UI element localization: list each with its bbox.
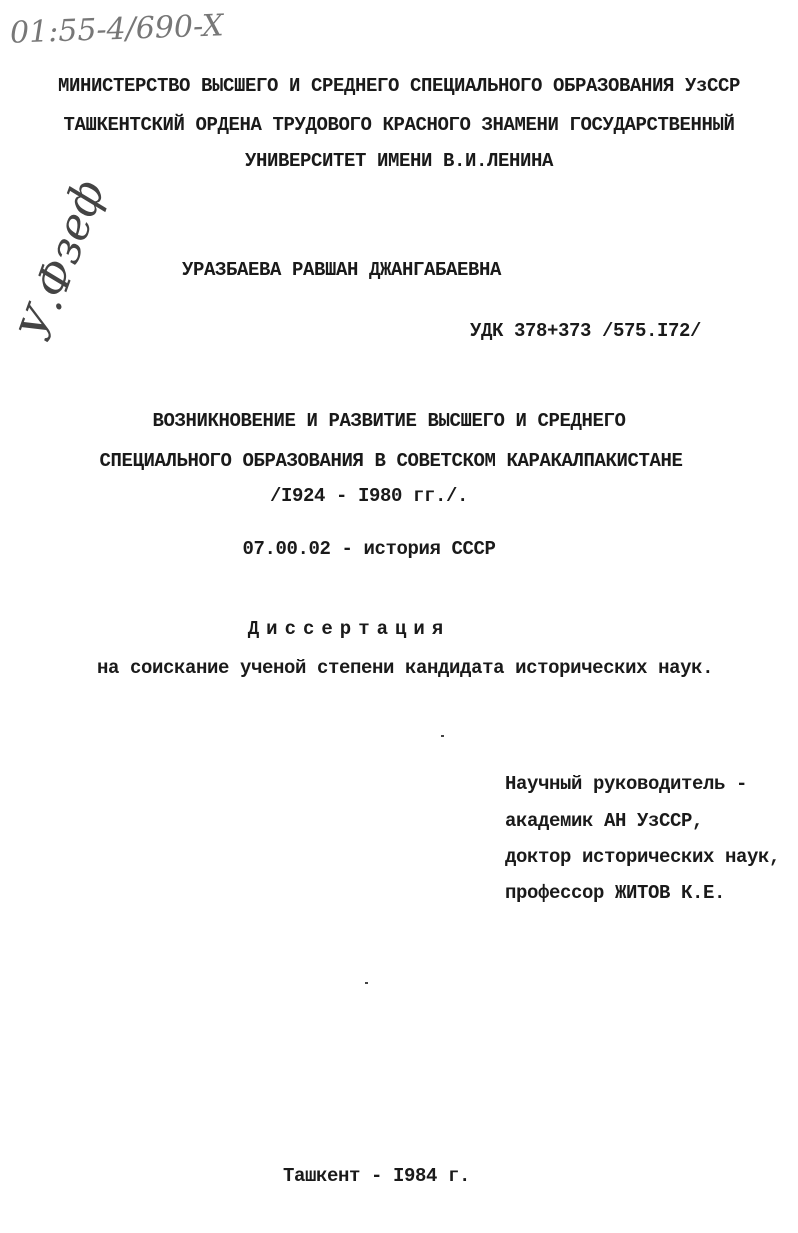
title-line-3: /I924 - I980 гг./. bbox=[269, 485, 469, 507]
stray-dot-2 bbox=[365, 982, 368, 984]
degree-line: на соискание ученой степени кандидата исторических наук. bbox=[97, 657, 714, 679]
title-line-2: СПЕЦИАЛЬНОГО ОБРАЗОВАНИЯ В СОВЕТСКОМ КАРАКАЛПАКИСТАНЕ bbox=[99, 450, 683, 472]
supervisor-line-4: профессор ЖИТОВ К.Е. bbox=[505, 882, 726, 904]
title-line-1: ВОЗНИКНОВЕНИЕ И РАЗВИТИЕ ВЫСШЕГО И СРЕДНЕГО bbox=[152, 410, 626, 432]
author-name: УРАЗБАЕВА РАВШАН ДЖАНГАБАЕВНА bbox=[182, 259, 502, 281]
document-type: Диссертация bbox=[247, 618, 451, 640]
city-year: Ташкент - I984 г. bbox=[283, 1165, 471, 1187]
supervisor-line-3: доктор исторических наук, bbox=[505, 846, 781, 868]
supervisor-line-1: Научный руководитель - bbox=[505, 773, 748, 795]
ministry-line: МИНИСТЕРСТВО ВЫСШЕГО И СРЕДНЕГО СПЕЦИАЛЬНОГО ОБРАЗОВАНИЯ УзССР bbox=[57, 75, 741, 97]
stray-dot bbox=[441, 735, 444, 737]
supervisor-line-2: академик АН УзССР, bbox=[505, 810, 704, 832]
university-line-2: УНИВЕРСИТЕТ ИМЕНИ В.И.ЛЕНИНА bbox=[244, 150, 554, 172]
specialty-code: 07.00.02 - история СССР bbox=[242, 538, 496, 560]
handwritten-signature: У.Фзеф bbox=[10, 173, 115, 348]
archive-mark: 01:55-4/690-X bbox=[9, 8, 225, 51]
university-line-1: ТАШКЕНТСКИЙ ОРДЕНА ТРУДОВОГО КРАСНОГО ЗНАМЕНИ ГОСУДАРСТВЕННЫЙ bbox=[63, 114, 735, 136]
udk-code: УДК 378+373 /575.I72/ bbox=[470, 320, 702, 342]
